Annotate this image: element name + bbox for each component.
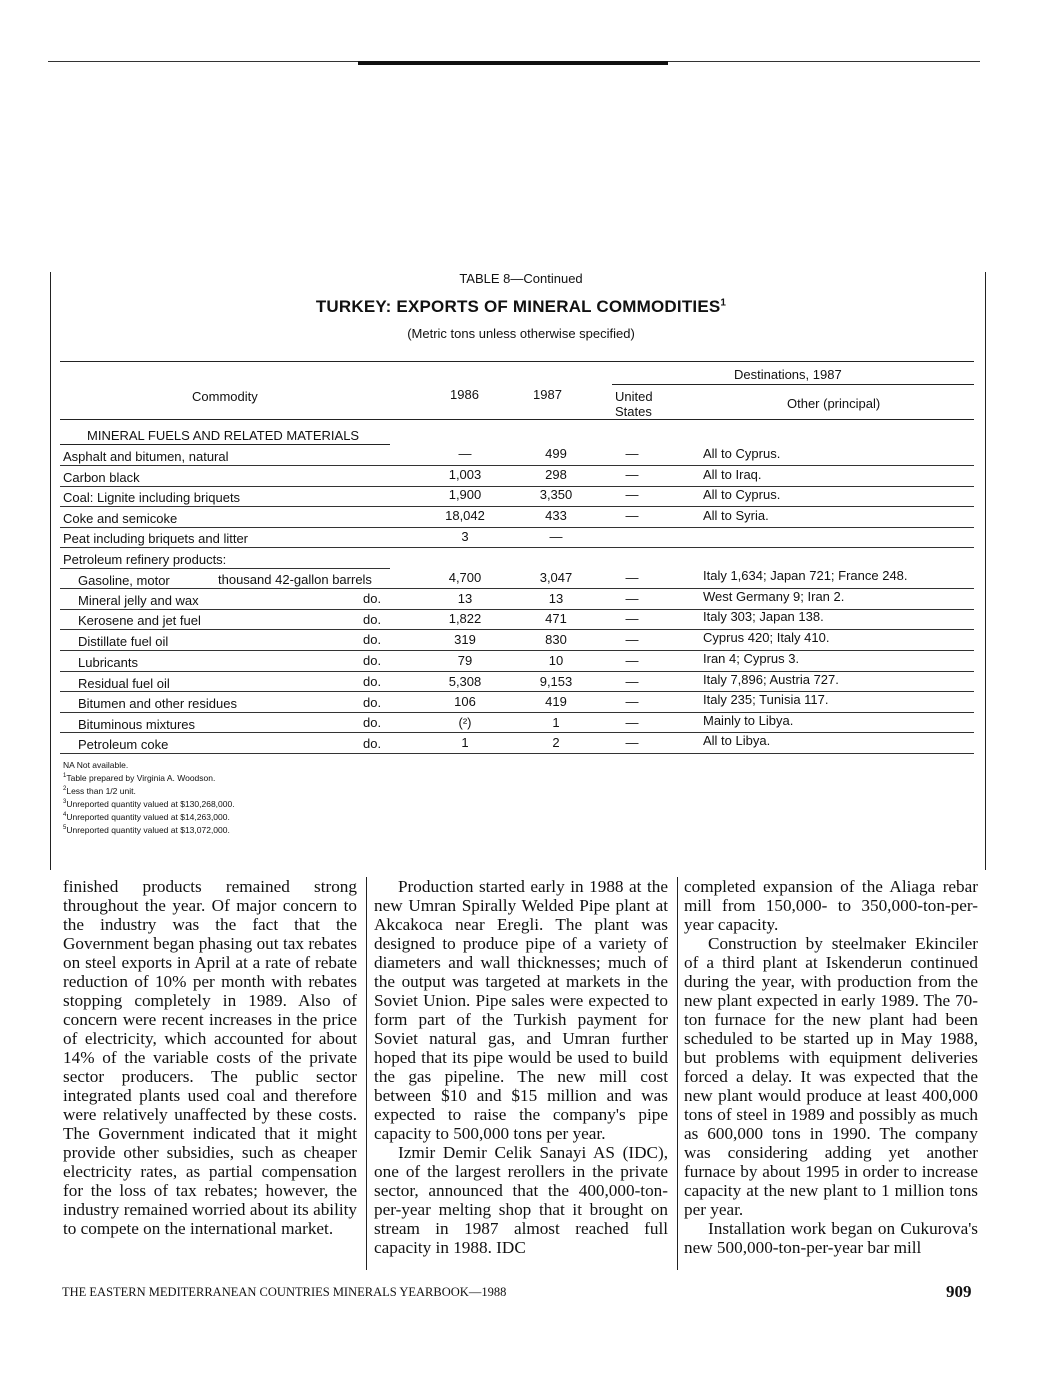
unit-label: do. xyxy=(363,653,382,668)
value-us: — xyxy=(625,508,639,523)
value-us: — xyxy=(625,446,639,461)
body-column-2 xyxy=(374,877,668,1257)
value-1986: 79 xyxy=(457,653,473,668)
value-1987: 3,350 xyxy=(539,487,573,502)
value-1986: (²) xyxy=(458,715,472,730)
value-1987: 499 xyxy=(545,446,567,461)
row-rule xyxy=(60,506,974,507)
header-bottom-rule xyxy=(60,419,974,420)
column-divider xyxy=(677,877,678,1270)
value-other: West Germany 9; Iran 2. xyxy=(703,589,845,604)
commodity-label: Kerosene and jet fuel xyxy=(78,613,201,628)
header-1987: 1987 xyxy=(533,387,562,402)
footnote: $^1$Table prepared by Virginia A. Woodson. xyxy=(63,773,216,783)
value-us: — xyxy=(625,715,639,730)
section-heading: MINERAL FUELS AND RELATED MATERIALS xyxy=(87,428,360,443)
value-other: Italy 303; Japan 138. xyxy=(703,609,824,624)
body-column-1 xyxy=(63,877,357,1238)
row-rule xyxy=(60,712,974,713)
page-number: 909 xyxy=(946,1282,972,1301)
table-subtitle: (Metric tons unless otherwise specified) xyxy=(407,326,635,341)
header-destinations: Destinations, 1987 xyxy=(734,367,842,382)
value-1987: 419 xyxy=(545,694,567,709)
value-1986: 18,042 xyxy=(445,508,485,523)
row-rule xyxy=(60,527,974,528)
value-1987: 2 xyxy=(552,735,560,750)
paragraph: finished products remained strong throughout the year. Of major concern to the industry was the fact that the Government began phasing out tax rebates on steel exports in April at a rate of rebate reduction of 10% per month with rebates stopping completely in 1989. Also of concern were recent increases in the price of electricity, which accounted for about 14% of the variable costs of the private sector producers. The public sector integrated plants used coal and therefore were relatively unaffected by these costs. The Government indicated that it might provide other subsidies, such as cheaper electricity rates, as partial compensation for the loss of tax rebates; however, the industry remained worried about its ability to compete on the international market. xyxy=(63,877,357,1238)
value-other: Italy 7,896; Austria 727. xyxy=(703,672,839,687)
value-1986: 319 xyxy=(454,632,476,647)
unit-label: thousand 42-gallon barrels xyxy=(218,572,372,587)
commodity-label: Mineral jelly and wax xyxy=(78,593,199,608)
footnote: $^4$Unreported quantity valued at $14,263,000. xyxy=(63,812,230,822)
row-rule xyxy=(60,609,974,610)
value-1986: 13 xyxy=(457,591,473,606)
commodity-label: Carbon black xyxy=(63,470,140,485)
value-1987: 830 xyxy=(545,632,567,647)
section-rule xyxy=(60,444,390,445)
value-1987: 433 xyxy=(545,508,567,523)
table-caption: TABLE 8—Continued xyxy=(459,271,583,286)
value-other: All to Cyprus. xyxy=(703,446,781,461)
body-column-3 xyxy=(684,877,978,1257)
table-right-border xyxy=(985,272,986,870)
row-rule xyxy=(60,486,974,487)
value-us: — xyxy=(625,674,639,689)
header-other: Other (principal) xyxy=(787,396,881,411)
value-us: — xyxy=(625,735,639,750)
value-other: Italy 1,634; Japan 721; France 248. xyxy=(703,568,908,583)
commodity-label: Bituminous mixtures xyxy=(78,717,196,732)
value-1987: 298 xyxy=(545,467,567,482)
commodity-label: Lubricants xyxy=(78,655,138,670)
value-1986: 1 xyxy=(461,735,469,750)
value-other: All to Libya. xyxy=(703,733,771,748)
commodity-label: Gasoline, motor xyxy=(78,573,170,588)
row-rule xyxy=(60,465,974,466)
value-other: All to Iraq. xyxy=(703,467,762,482)
header-1986: 1986 xyxy=(450,387,479,402)
row-rule xyxy=(60,691,974,692)
commodity-label: Coal: Lignite including briquets xyxy=(63,490,241,505)
value-1987: 471 xyxy=(545,611,567,626)
value-1987: 9,153 xyxy=(539,674,573,689)
value-us: — xyxy=(625,694,639,709)
value-us: — xyxy=(625,653,639,668)
commodity-label: Residual fuel oil xyxy=(78,676,170,691)
table-left-border xyxy=(50,272,51,870)
footnote: $^5$Unreported quantity valued at $13,072,000. xyxy=(63,825,230,835)
footer-title: THE EASTERN MEDITERRANEAN COUNTRIES MINERALS YEARBOOK—1988 xyxy=(62,1285,507,1299)
commodity-label: Petroleum refinery products: xyxy=(63,552,227,567)
value-1987: 10 xyxy=(548,653,564,668)
value-other: All to Syria. xyxy=(703,508,769,523)
unit-label: do. xyxy=(363,591,382,606)
header-us-line1: United xyxy=(615,389,653,404)
value-other: Cyprus 420; Italy 410. xyxy=(703,630,830,645)
value-other: Italy 235; Tunisia 117. xyxy=(703,692,829,707)
row-rule xyxy=(60,568,390,569)
value-1986: 106 xyxy=(454,694,476,709)
table-title: TURKEY: EXPORTS OF MINERAL COMMODITIES$^1$ xyxy=(315,297,727,316)
footnote: $^3$Unreported quantity valued at $130,268,000. xyxy=(63,799,235,809)
commodity-label: Peat including briquets and litter xyxy=(63,531,249,546)
header-us-line2: States xyxy=(615,404,652,419)
value-1986: 3 xyxy=(461,529,469,544)
header-top-rule xyxy=(60,361,974,362)
unit-label: do. xyxy=(363,736,382,751)
unit-label: do. xyxy=(363,695,382,710)
value-us: — xyxy=(625,632,639,647)
value-us: — xyxy=(625,570,639,585)
unit-label: do. xyxy=(363,612,382,627)
paragraph: Production started early in 1988 at the new Umran Spirally Welded Pipe plant at Akcakoca near Eregli. The plant was designed to produce pipe of a variety of diameters and wall thicknesses; much of the output was targeted at markets in the Soviet Union. Pipe sales were expected to form part of the Turkish payment for Soviet natural gas, and Umran further hoped that its pipe would be used to build the gas pipeline. The new mill cost between $10 and $15 million and was expected to raise the company's pipe capacity to 500,000 tons per year. xyxy=(374,877,668,1143)
row-rule xyxy=(60,547,974,548)
value-1987: — xyxy=(549,529,563,544)
unit-label: do. xyxy=(363,632,382,647)
row-rule xyxy=(60,650,974,651)
value-us: — xyxy=(625,487,639,502)
commodity-label: Petroleum coke xyxy=(78,737,169,752)
paragraph: Construction by steelmaker Ekinciler of a third plant at Iskenderun continued during the year, with production from the new plant expected in early 1989. The 70-ton furnace for the new plant had been scheduled to be started up in May 1988, but problems with equipment deliveries forced a delay. It was expected that the new plant would produce at least 400,000 tons of steel in 1989 and possibly as much as 600,000 tons in 1990. The company was considering adding yet another furnace by about 1995 in order to increase capacity at the new plant to 1 million tons per year. xyxy=(684,934,978,1219)
value-1986: 1,003 xyxy=(448,467,482,482)
column-divider xyxy=(366,877,367,1270)
unit-label: do. xyxy=(363,674,382,689)
row-rule xyxy=(60,732,974,733)
header-commodity: Commodity xyxy=(192,389,258,404)
commodity-label: Bitumen and other residues xyxy=(78,696,237,711)
footnote: NA Not available. xyxy=(63,760,129,770)
value-us: — xyxy=(625,611,639,626)
paragraph: Installation work began on Cukurova's new 500,000-ton-per-year bar mill xyxy=(684,1219,978,1257)
unit-label: do. xyxy=(363,715,382,730)
paragraph: completed expansion of the Aliaga rebar mill from 150,000- to 350,000-ton-per-year capacity. xyxy=(684,877,978,934)
value-1986: 5,308 xyxy=(448,674,482,689)
commodity-label: Distillate fuel oil xyxy=(78,634,169,649)
value-other: Iran 4; Cyprus 3. xyxy=(703,651,800,666)
row-rule xyxy=(60,629,974,630)
value-1986: 1,822 xyxy=(448,611,482,626)
value-us: — xyxy=(625,591,639,606)
value-us: — xyxy=(625,467,639,482)
destinations-rule xyxy=(612,384,974,385)
value-1987: 3,047 xyxy=(539,570,573,585)
value-1986: 1,900 xyxy=(448,487,482,502)
paragraph: Izmir Demir Celik Sanayi AS (IDC), one of the largest rerollers in the private sector, announced that the 400,000-ton-per-year melting shop that it brought on stream in 1987 almost reached full capacity in 1988. IDC xyxy=(374,1143,668,1257)
value-other: All to Cyprus. xyxy=(703,487,781,502)
value-1987: 1 xyxy=(552,715,560,730)
value-1987: 13 xyxy=(548,591,564,606)
value-1986: — xyxy=(458,446,472,461)
commodity-label: Coke and semicoke xyxy=(63,511,178,526)
row-rule xyxy=(60,753,974,754)
commodity-label: Asphalt and bitumen, natural xyxy=(63,449,229,464)
value-other: Mainly to Libya. xyxy=(703,713,794,728)
value-1986: 4,700 xyxy=(448,570,482,585)
top-rule-accent xyxy=(358,61,668,65)
footnote: $^2$Less than 1/2 unit. xyxy=(63,786,136,796)
